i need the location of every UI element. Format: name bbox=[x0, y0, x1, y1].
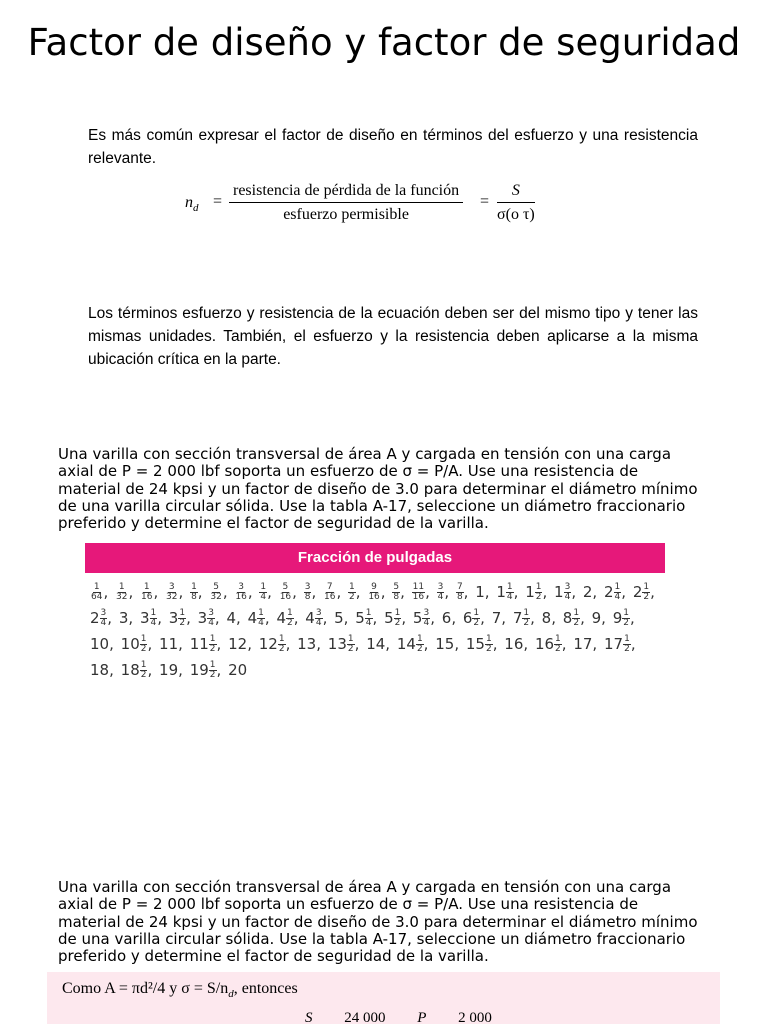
fraction-part: $\frac{7}{8}$ bbox=[456, 582, 463, 602]
fraction-whole: 6 bbox=[441, 609, 452, 627]
fraction-part: $\frac{3}{4}$ bbox=[564, 582, 571, 602]
fraction-part: $\frac{5}{8}$ bbox=[393, 582, 400, 602]
fraction-whole: 5 bbox=[412, 609, 423, 627]
problem-statement-repeat: Una varilla con sección transversal de área A y cargada en tensión con una carga axial de P = 2 000 lbf soporta un esfuerzo de σ = P/A. Use una resistencia de material de 24 kpsi y un factor de diseño de 3.0 para determinar el diámetro mínimo de una varilla circular sólida. Use la tabla A-17, seleccione un diámetro fraccionario preferido y determine el factor de seguridad de la varilla. bbox=[58, 879, 698, 966]
equals-sign-2: = bbox=[480, 193, 490, 210]
page-title: Factor de diseño y factor de seguridad bbox=[27, 21, 741, 64]
problem-statement: Una varilla con sección transversal de área A y cargada en tensión con una carga axial de P = 2 000 lbf soporta un esfuerzo de σ = P/A. Use una resistencia de material de 24 kpsi y un factor de diseño de 3.0 para determinar el diámetro mínimo de una varilla circular sólida. Use la tabla A-17, seleccione un diámetro fraccionario preferido y determine el factor de seguridad de la varilla. bbox=[58, 446, 698, 533]
fraction-value: 14 $\frac{1}{2}$ , bbox=[396, 634, 429, 654]
fraction-whole: 3 bbox=[168, 609, 179, 627]
fraction-part: $\frac{1}{2}$ bbox=[643, 582, 650, 602]
formula-symbol-fraction bbox=[497, 180, 535, 227]
fraction-value: $\frac{1}{2}$ , bbox=[349, 582, 361, 602]
fraction-whole: 3 bbox=[139, 609, 150, 627]
fraction-whole: 5 bbox=[355, 609, 365, 627]
fraction-whole: 14 bbox=[396, 635, 416, 653]
fraction-whole: 1 bbox=[525, 583, 535, 601]
fraction-part: $\frac{3}{16}$ bbox=[235, 582, 247, 602]
fraction-whole: 10 bbox=[90, 635, 110, 653]
fraction-part: $\frac{3}{4}$ bbox=[423, 608, 430, 628]
fraction-value: $\frac{3}{32}$ , bbox=[166, 582, 184, 602]
fraction-part: $\frac{1}{2}$ bbox=[286, 608, 293, 628]
formula-numerator: resistencia de pérdida de la función bbox=[229, 180, 463, 203]
fraction-value: 5 $\frac{1}{4}$ , bbox=[355, 608, 378, 628]
fraction-value: $\frac{1}{64}$ , bbox=[91, 582, 109, 602]
fraction-value: 2 $\frac{1}{2}$ , bbox=[632, 582, 655, 602]
fraction-part: $\frac{5}{16}$ bbox=[279, 582, 292, 602]
formula-word-fraction bbox=[229, 180, 463, 227]
fraction-value: 5 $\frac{1}{2}$ , bbox=[384, 608, 407, 628]
fraction-value: 19, bbox=[159, 661, 183, 679]
fraction-table bbox=[85, 543, 665, 688]
fraction-whole: 4 bbox=[305, 609, 315, 627]
fraction-value: 7 $\frac{1}{2}$ , bbox=[512, 608, 535, 628]
fraction-part: $\frac{1}{16}$ bbox=[141, 582, 153, 602]
fraction-value: 4 $\frac{3}{4}$ , bbox=[305, 608, 328, 628]
fraction-part: $\frac{1}{2}$ bbox=[535, 582, 542, 602]
fraction-whole: 14 bbox=[366, 635, 386, 653]
fraction-part: $\frac{1}{4}$ bbox=[506, 582, 513, 602]
fraction-whole: 16 bbox=[504, 635, 524, 653]
fraction-table-header: Fracción de pulgadas bbox=[85, 543, 665, 573]
fraction-value: 17, bbox=[573, 635, 598, 653]
fraction-value: 16 $\frac{1}{2}$ , bbox=[534, 634, 567, 654]
fraction-part: $\frac{1}{2}$ bbox=[573, 608, 580, 628]
fraction-whole: 10 bbox=[120, 635, 140, 653]
fraction-part: $\frac{9}{16}$ bbox=[368, 582, 380, 602]
fraction-value: 3 $\frac{3}{4}$ , bbox=[197, 608, 220, 628]
fraction-value: 5 $\frac{3}{4}$ , bbox=[412, 608, 435, 628]
fraction-whole: 11 bbox=[159, 635, 179, 653]
explanation-paragraph: Los términos esfuerzo y resistencia de la ecuación deben ser del mismo tipo y tener las mismas unidades. También, el esfuerzo y la resistencia deben aplicarse a la misma ubicación crítica en la parte. bbox=[88, 305, 698, 368]
fraction-value: 1 $\frac{1}{4}$ , bbox=[496, 582, 519, 602]
fraction-whole: 7 bbox=[512, 609, 523, 627]
fraction-whole: 17 bbox=[603, 635, 624, 653]
fraction-whole: 13 bbox=[297, 635, 317, 653]
fraction-whole: 12 bbox=[258, 635, 278, 653]
fraction-part: $\frac{1}{2}$ bbox=[473, 608, 480, 628]
fraction-value: 18, bbox=[90, 661, 114, 679]
fraction-part: $\frac{1}{2}$ bbox=[140, 660, 147, 680]
fraction-value: $\frac{5}{8}$ , bbox=[393, 582, 405, 602]
fraction-value: 2, bbox=[582, 583, 598, 601]
fraction-whole: 1 bbox=[554, 583, 564, 601]
fraction-value: 13, bbox=[297, 635, 322, 653]
fraction-value: 17 $\frac{1}{2}$ , bbox=[603, 634, 636, 654]
fraction-part: $\frac{1}{2}$ bbox=[349, 582, 355, 602]
fraction-whole: 13 bbox=[327, 635, 347, 653]
solution-p-symbol: P bbox=[417, 1010, 427, 1026]
fraction-whole: 4 bbox=[276, 609, 286, 627]
fraction-value: 15, bbox=[435, 635, 460, 653]
fraction-whole: 20 bbox=[228, 661, 248, 679]
fraction-part: $\frac{1}{64}$ bbox=[91, 582, 103, 602]
fraction-value: 3 $\frac{1}{2}$ , bbox=[168, 608, 191, 628]
fraction-value: $\frac{7}{8}$ , bbox=[456, 582, 469, 602]
fraction-whole: 18 bbox=[120, 661, 140, 679]
fraction-value: 1, bbox=[475, 583, 490, 601]
fraction-part: $\frac{3}{4}$ bbox=[208, 608, 214, 628]
fraction-value: 8 $\frac{1}{2}$ , bbox=[562, 608, 585, 628]
fraction-value: 7, bbox=[491, 609, 507, 627]
fraction-value: $\frac{1}{8}$ , bbox=[191, 582, 203, 602]
fraction-value: 9 $\frac{1}{2}$ , bbox=[612, 608, 635, 628]
fraction-value: 10, bbox=[90, 635, 114, 653]
fraction-part: $\frac{1}{2}$ bbox=[416, 634, 423, 654]
fraction-whole: 2 bbox=[90, 609, 100, 627]
fraction-whole: 19 bbox=[189, 661, 209, 679]
fraction-part: $\frac{1}{32}$ bbox=[116, 582, 128, 602]
formula-lhs: $n_d$ bbox=[185, 194, 199, 215]
fraction-part: $\frac{1}{4}$ bbox=[150, 608, 157, 628]
fraction-value: 12 $\frac{1}{2}$ , bbox=[258, 634, 291, 654]
fraction-whole: 2 bbox=[582, 583, 593, 601]
fraction-value: 12, bbox=[228, 635, 252, 653]
fraction-whole: 9 bbox=[612, 609, 623, 627]
fraction-whole: 9 bbox=[591, 609, 602, 627]
fraction-part: $\frac{1}{4}$ bbox=[258, 608, 264, 628]
fraction-value: $\frac{3}{4}$ , bbox=[437, 582, 450, 602]
fraction-value: 3, bbox=[118, 609, 134, 627]
fraction-whole: 19 bbox=[159, 661, 179, 679]
fraction-value: 10 $\frac{1}{2}$ , bbox=[120, 634, 153, 654]
fraction-part: $\frac{1}{2}$ bbox=[623, 608, 630, 628]
fraction-value: 16, bbox=[504, 635, 529, 653]
fraction-value: 1 $\frac{1}{2}$ , bbox=[525, 582, 548, 602]
fraction-whole: 2 bbox=[632, 583, 643, 601]
fraction-part: $\frac{1}{2}$ bbox=[624, 634, 630, 654]
solution-p-value: 2 000 bbox=[458, 1010, 492, 1026]
fraction-part: $\frac{3}{4}$ bbox=[100, 608, 107, 628]
fraction-whole: 2 bbox=[603, 583, 614, 601]
fraction-value: $\frac{9}{16}$ , bbox=[368, 582, 386, 602]
fraction-part: $\frac{3}{8}$ bbox=[304, 582, 311, 602]
fraction-whole: 5 bbox=[384, 609, 394, 627]
fraction-value: 3 $\frac{1}{4}$ , bbox=[139, 608, 163, 628]
fraction-value: 5, bbox=[334, 609, 349, 627]
fraction-value: $\frac{3}{16}$ , bbox=[235, 582, 253, 602]
fraction-whole: 18 bbox=[90, 661, 110, 679]
fraction-value: $\frac{1}{4}$ , bbox=[260, 582, 272, 602]
fraction-value: 13 $\frac{1}{2}$ , bbox=[327, 634, 360, 654]
fraction-whole: 6 bbox=[462, 609, 473, 627]
fraction-part: $\frac{11}{16}$ bbox=[412, 582, 425, 602]
fraction-part: $\frac{7}{16}$ bbox=[324, 582, 336, 602]
fraction-value: 2 $\frac{3}{4}$ , bbox=[90, 608, 113, 628]
fraction-whole: 12 bbox=[228, 635, 248, 653]
fraction-part: $\frac{1}{2}$ bbox=[209, 660, 216, 680]
formula-denominator: esfuerzo permisible bbox=[283, 206, 409, 223]
fraction-value: 1 $\frac{3}{4}$ , bbox=[554, 582, 577, 602]
fraction-value: 4, bbox=[226, 609, 241, 627]
fraction-value: 2 $\frac{1}{4}$ , bbox=[603, 582, 627, 602]
fraction-value: 18 $\frac{1}{2}$ , bbox=[120, 660, 153, 680]
fraction-part: $\frac{1}{2}$ bbox=[347, 634, 354, 654]
fraction-part: $\frac{3}{4}$ bbox=[315, 608, 322, 628]
fraction-value: 4 $\frac{1}{4}$ , bbox=[247, 608, 270, 628]
fraction-whole: 1 bbox=[496, 583, 506, 601]
fraction-part: $\frac{1}{4}$ bbox=[365, 608, 372, 628]
fraction-whole: 1 bbox=[475, 583, 485, 601]
fraction-whole: 8 bbox=[541, 609, 552, 627]
fraction-part: $\frac{1}{8}$ bbox=[191, 582, 197, 602]
fraction-value: $\frac{5}{16}$ , bbox=[279, 582, 297, 602]
solution-line-2 bbox=[305, 1010, 492, 1027]
fraction-value: $\frac{11}{16}$ , bbox=[412, 582, 430, 602]
fraction-value: $\frac{1}{16}$ , bbox=[141, 582, 159, 602]
fraction-value: 9, bbox=[591, 609, 606, 627]
formula-rhs-denominator: σ(o τ) bbox=[497, 206, 535, 223]
fraction-value: 4 $\frac{1}{2}$ , bbox=[276, 608, 299, 628]
fraction-whole: 4 bbox=[226, 609, 237, 627]
solution-s-symbol: S bbox=[305, 1010, 313, 1026]
fraction-whole: 7 bbox=[491, 609, 502, 627]
fraction-value: 6, bbox=[441, 609, 457, 627]
fraction-part: $\frac{1}{4}$ bbox=[260, 582, 267, 602]
fraction-table-values bbox=[85, 573, 665, 683]
fraction-value: 6 $\frac{1}{2}$ , bbox=[462, 608, 485, 628]
fraction-part: $\frac{3}{32}$ bbox=[166, 582, 178, 602]
equals-sign: = bbox=[213, 193, 223, 210]
fraction-whole: 15 bbox=[465, 635, 485, 653]
fraction-whole: 3 bbox=[197, 609, 208, 627]
fraction-part: $\frac{1}{2}$ bbox=[140, 634, 147, 654]
fraction-whole: 4 bbox=[247, 609, 258, 627]
fraction-whole: 11 bbox=[189, 635, 209, 653]
fraction-part: $\frac{1}{2}$ bbox=[523, 608, 530, 628]
fraction-whole: 16 bbox=[534, 635, 555, 653]
fraction-whole: 17 bbox=[573, 635, 593, 653]
fraction-whole: 5 bbox=[334, 609, 344, 627]
fraction-value: 8, bbox=[541, 609, 556, 627]
fraction-part: $\frac{5}{32}$ bbox=[210, 582, 222, 602]
fraction-value: 11, bbox=[159, 635, 183, 653]
intro-paragraph: Es más común expresar el factor de diseño en términos del esfuerzo y una resistencia relevante. bbox=[88, 127, 698, 167]
fraction-part: $\frac{1}{2}$ bbox=[278, 634, 285, 654]
fraction-value: $\frac{1}{32}$ , bbox=[116, 582, 134, 602]
fraction-value: 11 $\frac{1}{2}$ , bbox=[189, 634, 222, 654]
fraction-value bbox=[228, 657, 247, 683]
fraction-part: $\frac{1}{2}$ bbox=[394, 608, 401, 628]
fraction-value: $\frac{5}{32}$ , bbox=[210, 582, 228, 602]
fraction-part: $\frac{1}{2}$ bbox=[179, 608, 186, 628]
fraction-whole: 15 bbox=[435, 635, 455, 653]
fraction-value: 19 $\frac{1}{2}$ , bbox=[189, 660, 222, 680]
formula-rhs-numerator: S bbox=[497, 180, 535, 203]
fraction-part: $\frac{1}{2}$ bbox=[555, 634, 561, 654]
fraction-whole: 3 bbox=[118, 609, 129, 627]
solution-box bbox=[47, 972, 720, 1024]
fraction-value: 15 $\frac{1}{2}$ , bbox=[465, 634, 498, 654]
solution-line-1: Como A = πd²/4 y $\sigma = S/n_d$, entonces bbox=[62, 980, 298, 1001]
fraction-part: $\frac{1}{2}$ bbox=[209, 634, 216, 654]
fraction-part: $\frac{1}{4}$ bbox=[614, 582, 621, 602]
fraction-part: $\frac{3}{4}$ bbox=[437, 582, 444, 602]
fraction-value: $\frac{7}{16}$ , bbox=[324, 582, 342, 602]
fraction-value: $\frac{3}{8}$ , bbox=[304, 582, 317, 602]
fraction-part: $\frac{1}{2}$ bbox=[485, 634, 492, 654]
solution-s-value: 24 000 bbox=[344, 1010, 386, 1026]
fraction-whole: 8 bbox=[562, 609, 573, 627]
fraction-value: 14, bbox=[366, 635, 391, 653]
